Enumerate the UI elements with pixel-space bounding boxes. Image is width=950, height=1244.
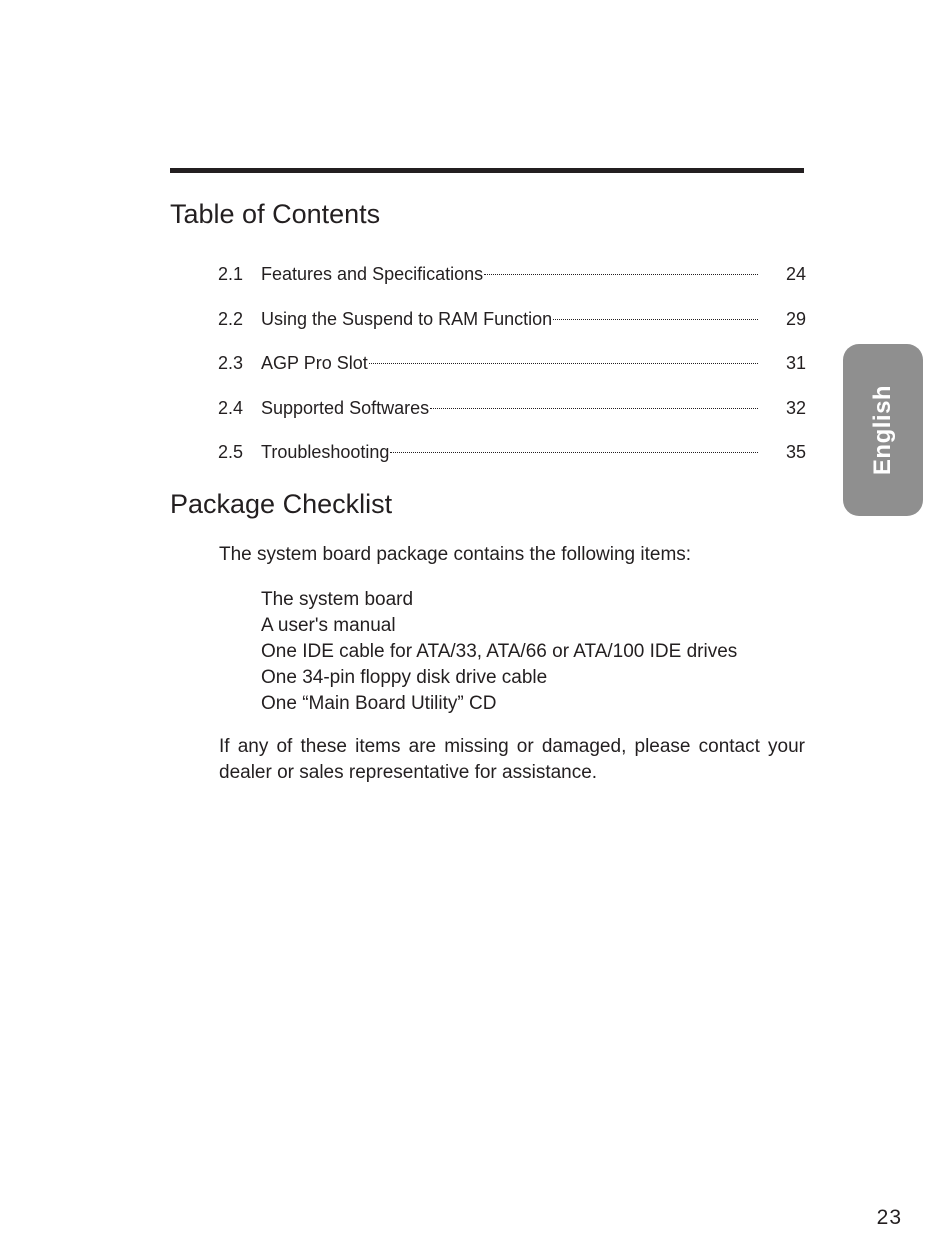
package-item: One “Main Board Utility” CD: [261, 693, 497, 714]
toc-entry[interactable]: [218, 349, 806, 394]
package-item: One IDE cable for ATA/33, ATA/66 or ATA/100 IDE drives: [261, 641, 738, 662]
page-number: 23: [876, 1206, 902, 1229]
toc-list: [218, 260, 806, 483]
language-tab: [843, 344, 923, 516]
toc-entry-title-group: [261, 349, 758, 377]
toc-entry-number: 2.3: [218, 353, 244, 373]
toc-leader-dots: [369, 362, 758, 364]
package-item: The system board: [261, 589, 414, 610]
toc-entry-number: 2.5: [218, 442, 244, 462]
package-intro: The system board package contains the following items:: [219, 544, 692, 565]
toc-entry-page: 31: [785, 353, 806, 373]
toc-entry-title: Troubleshooting: [261, 442, 390, 462]
toc-entry-title: Features and Specifications: [261, 264, 484, 284]
top-rule: [170, 168, 804, 173]
toc-entry-title: Supported Softwares: [261, 397, 430, 418]
toc-entry-title-group: [261, 305, 758, 333]
toc-entry-title: Using the Suspend to RAM Function: [261, 308, 553, 329]
toc-entry-title-group: [261, 394, 758, 422]
toc-leader-dots: [553, 318, 758, 320]
toc-entry-title-group: [261, 438, 758, 466]
toc-heading: Table of Contents: [170, 199, 381, 229]
toc-entry-page: 29: [785, 308, 806, 329]
toc-leader-dots: [390, 451, 758, 453]
language-tab-label: English: [869, 384, 896, 476]
package-items-list: [261, 587, 737, 717]
package-item: One 34-pin floppy disk drive cable: [261, 667, 548, 688]
toc-entry[interactable]: [218, 394, 806, 439]
package-item: A user's manual: [261, 615, 396, 636]
package-closing-note: If any of these items are missing or damaged, please contact your dealer or sales representative for assistance.: [219, 736, 805, 783]
toc-entry-title: AGP Pro Slot: [261, 353, 368, 373]
toc-leader-dots: [484, 273, 758, 275]
toc-leader-dots: [430, 407, 758, 409]
package-checklist-heading: Package Checklist: [170, 489, 393, 519]
toc-entry[interactable]: [218, 260, 806, 305]
toc-entry-page: 32: [785, 397, 806, 418]
toc-entry[interactable]: [218, 438, 806, 483]
toc-entry[interactable]: [218, 305, 806, 350]
toc-entry-page: 35: [785, 442, 806, 462]
toc-entry-title-group: [261, 260, 758, 288]
toc-entry-number: 2.2: [218, 308, 244, 329]
toc-entry-number: 2.1: [218, 264, 244, 284]
toc-entry-number: 2.4: [218, 397, 244, 418]
toc-entry-page: 24: [785, 264, 806, 284]
